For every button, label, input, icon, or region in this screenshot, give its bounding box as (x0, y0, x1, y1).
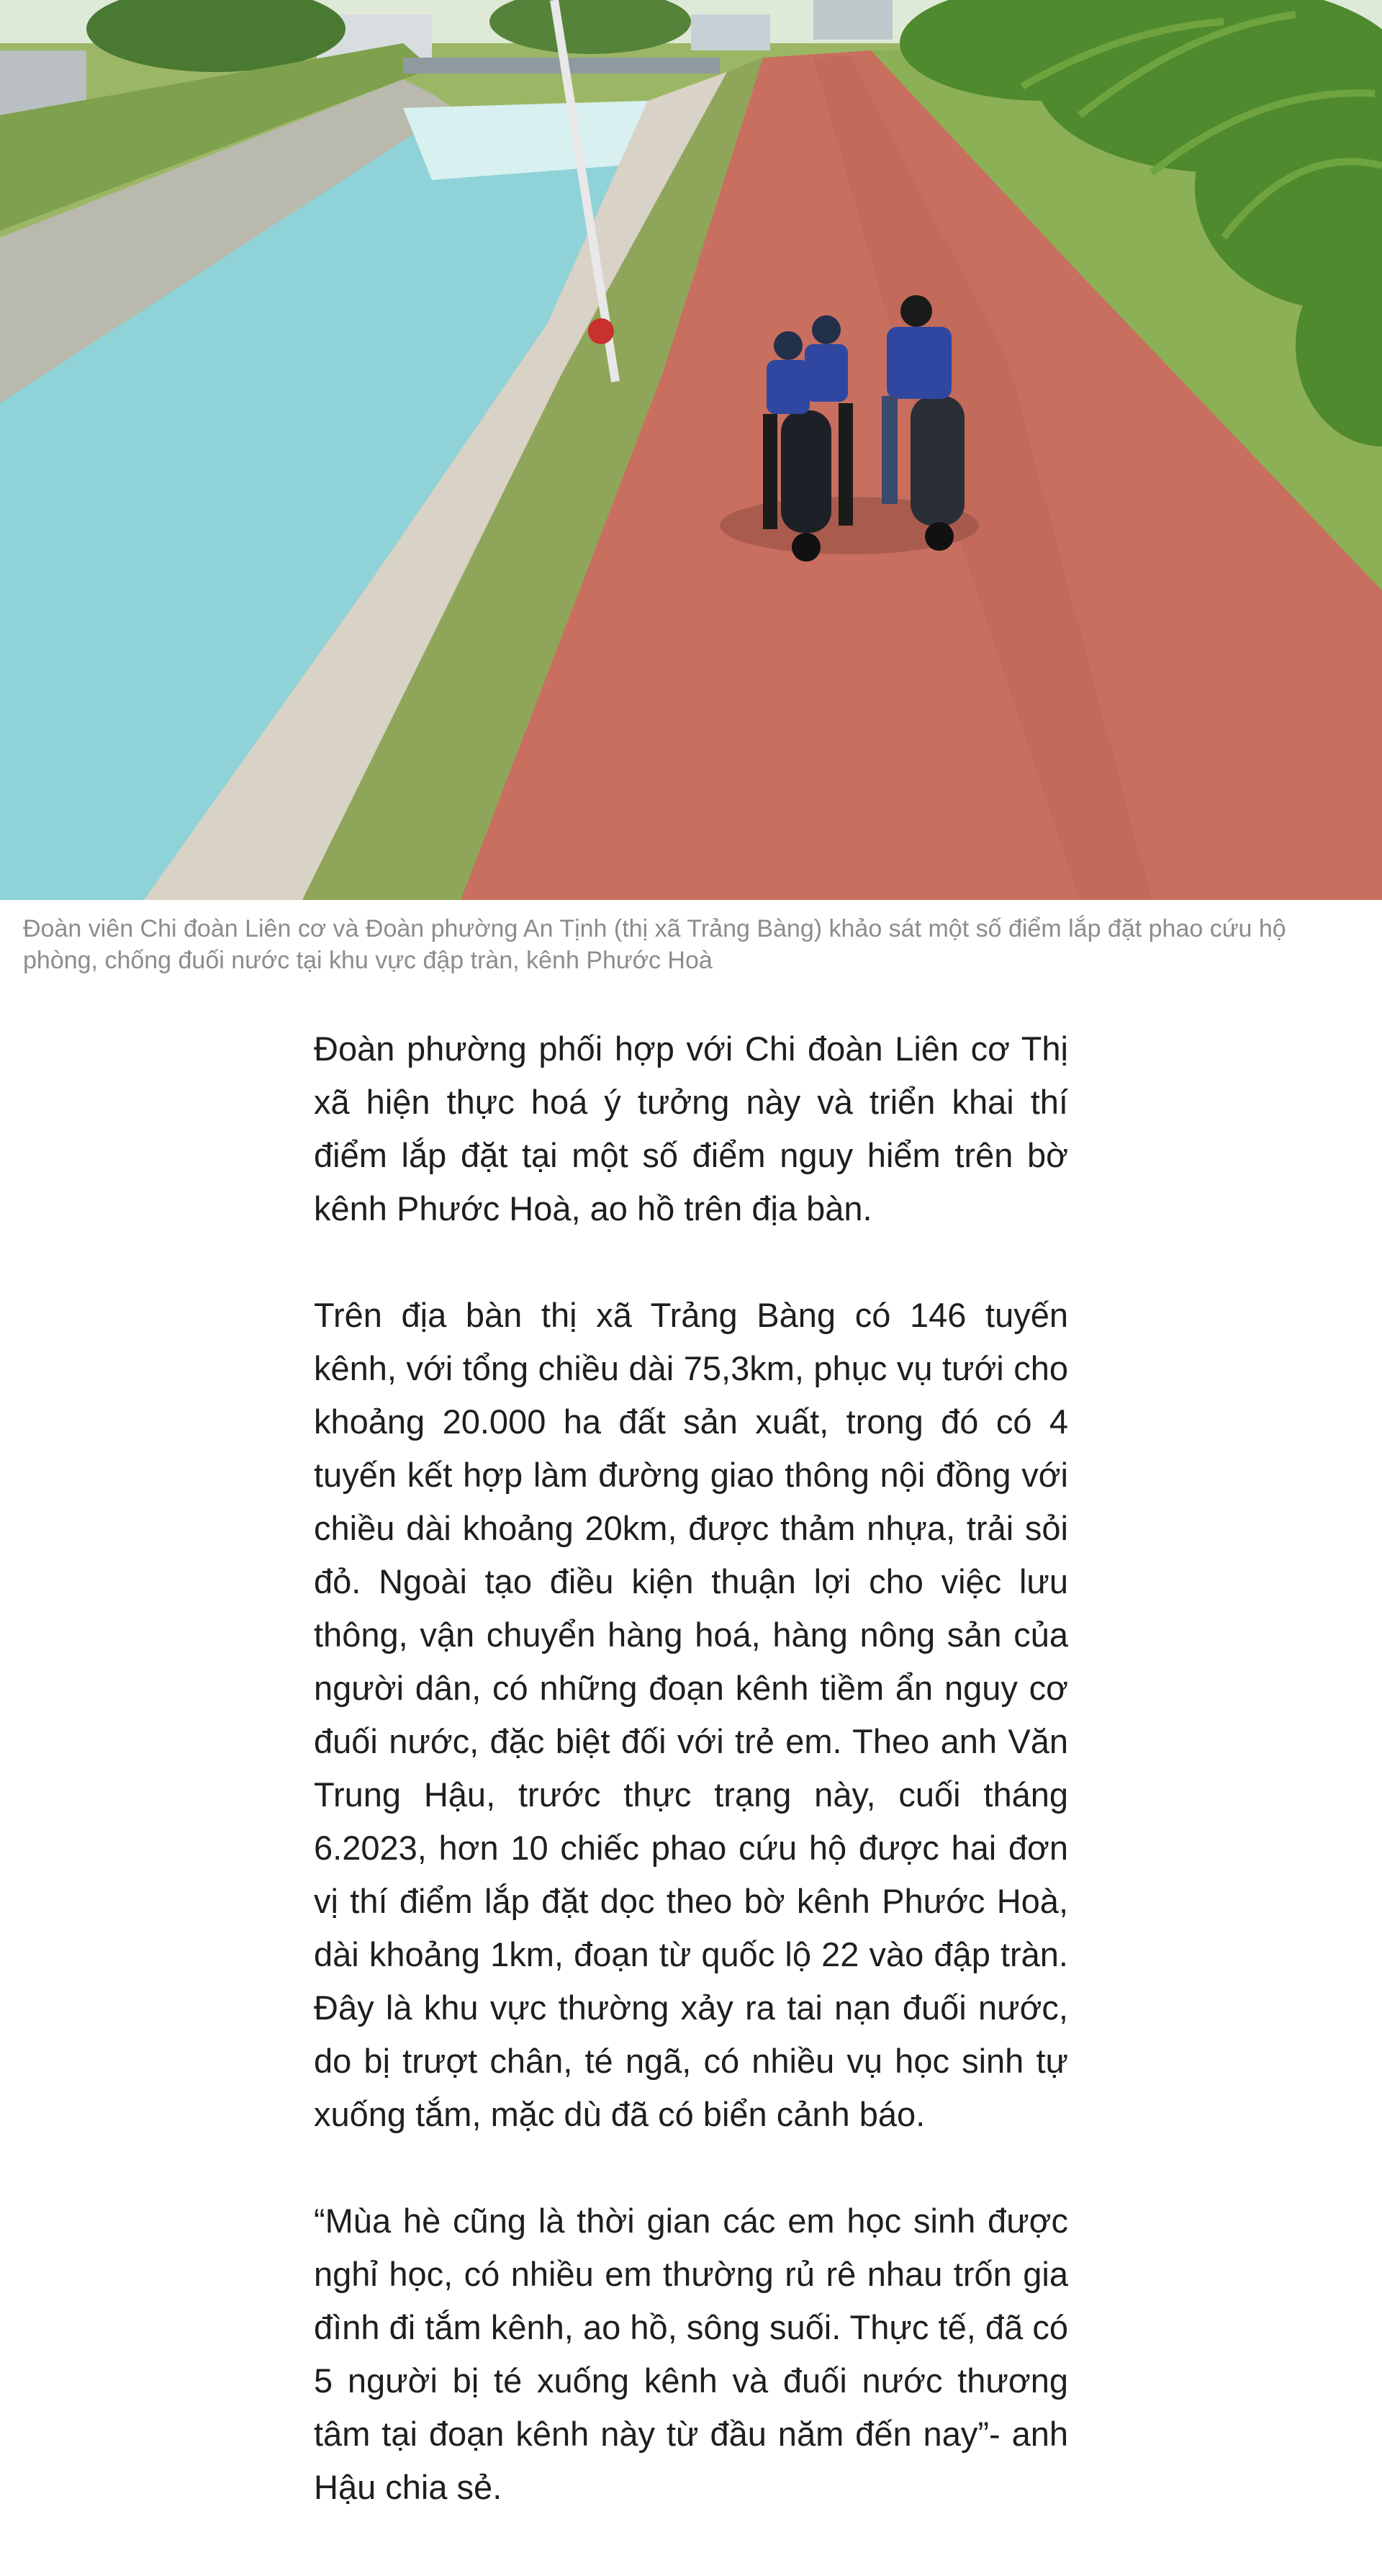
photo-caption: Đoàn viên Chi đoàn Liên cơ và Đoàn phường An Tịnh (thị xã Trảng Bàng) khảo sát một số điểm lắp đặt phao cứu hộ phòng, chống đuối nước tại khu vực đập tràn, kênh Phước Hoà (23, 915, 1286, 974)
hero-photo (0, 0, 1382, 900)
paragraph: Đoàn phường phối hợp với Chi đoàn Liên cơ Thị xã hiện thực hoá ý tưởng này và triển khai thí điểm lắp đặt tại một số điểm nguy hiểm trên bờ kênh Phước Hoà, ao hồ trên địa bàn. (314, 1030, 1068, 1228)
photo-canal-road-motorbikes (0, 0, 1382, 900)
paragraph: Trên địa bàn thị xã Trảng Bàng có 146 tuyến kênh, với tổng chiều dài 75,3km, phục vụ tưới cho khoảng 20.000 ha đất sản xuất, trong đó có 4 tuyến kết hợp làm đường giao thông nội đồng với chiều dài khoảng 20km, được thảm nhựa, trải sỏi đỏ. Ngoài tạo điều kiện thuận lợi cho việc lưu thông, vận chuyển hàng hoá, hàng nông sản của người dân, có những đoạn kênh tiềm ẩn nguy cơ đuối nước, đặc biệt đối với trẻ em. Theo anh Văn Trung Hậu, trước thực trạng này, cuối tháng 6.2023, hơn 10 chiếc phao cứu hộ được hai đơn vị thí điểm lắp đặt dọc theo bờ kênh Phước Hoà, dài khoảng 1km, đoạn từ quốc lộ 22 vào đập tràn. Đây là khu vực thường xảy ra tai nạn đuối nước, do bị trượt chân, té ngã, có nhiều vụ học sinh tự xuống tắm, mặc dù đã có biển cảnh báo. (314, 1296, 1068, 2133)
article-body (314, 1022, 1068, 2567)
paragraph: “Mùa hè cũng là thời gian các em học sinh được nghỉ học, có nhiều em thường rủ rê nhau trốn gia đình đi tắm kênh, ao hồ, sông suối. Thực tế, đã có 5 người bị té xuống kênh và đuối nước thương tâm tại đoạn kênh này từ đầu năm đến nay”- anh Hậu chia sẻ. (314, 2202, 1068, 2506)
rescue-buoy-icon (588, 318, 614, 344)
